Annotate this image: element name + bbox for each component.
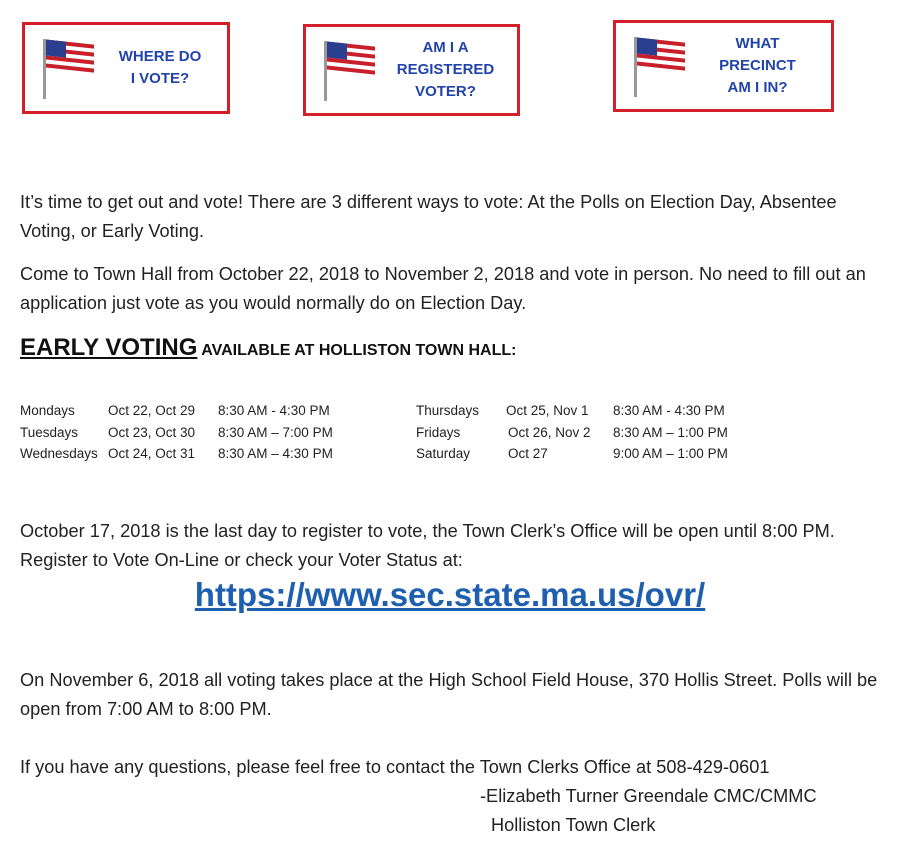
schedule-row — [416, 400, 796, 422]
schedule-day: Wednesdays — [20, 446, 98, 461]
early-voting-heading — [20, 334, 516, 362]
schedule-row — [20, 443, 400, 465]
badge-label: WHERE DO I VOTE? — [118, 48, 202, 87]
signature-name: -Elizabeth Turner Greendale CMC/CMMC — [480, 786, 817, 806]
am-i-registered-badge[interactable] — [303, 24, 520, 116]
early-voting-title: EARLY VOTING — [20, 334, 198, 361]
election-day-paragraph: On November 6, 2018 all voting takes place at the High School Field House, 370 Hollis Street. Polls will be open from 7:00 AM to 8:00 PM. — [20, 670, 878, 719]
schedule-day: Thursdays — [416, 403, 480, 418]
intro-paragraph: It’s time to get out and vote! There are 3 different ways to vote: At the Polls on Election Day, Absentee Voting, or Early Voting. — [20, 192, 837, 241]
town-hall-paragraph: Come to Town Hall from October 22, 2018 to November 2, 2018 and vote in person. No need to fill out an application just vote as you would normally do on Election Day. — [20, 264, 866, 313]
schedule-hours: 9:00 AM – 1:00 PM — [613, 446, 728, 461]
badge-label: WHAT PRECINCT AM I IN? — [719, 35, 796, 96]
early-voting-schedule-left — [20, 400, 400, 465]
where-do-i-vote-badge[interactable] — [22, 22, 230, 114]
schedule-dates: Oct 27 — [508, 446, 548, 461]
early-voting-subtitle: AVAILABLE AT HOLLISTON TOWN HALL: — [197, 342, 517, 359]
badge-label: AM I A REGISTERED VOTER? — [396, 39, 495, 100]
schedule-dates: Oct 25, Nov 1 — [506, 403, 589, 418]
schedule-day: Mondays — [20, 403, 75, 418]
contact-paragraph: If you have any questions, please feel free to contact the Town Clerks Office at 508-429-0601 — [20, 757, 770, 777]
us-flag-icon — [41, 37, 97, 101]
schedule-day: Fridays — [416, 424, 461, 440]
voter-registration-link[interactable]: https://www.sec.state.ma.us/ovr/ — [194, 576, 706, 613]
us-flag-icon — [632, 35, 688, 99]
schedule-day: Saturday — [416, 446, 471, 461]
schedule-dates: Oct 24, Oct 31 — [108, 446, 196, 461]
signature-title: Holliston Town Clerk — [491, 815, 656, 835]
schedule-dates: Oct 22, Oct 29 — [108, 403, 196, 418]
early-voting-schedule-right — [416, 400, 796, 465]
schedule-row — [20, 422, 400, 444]
schedule-row — [416, 422, 796, 444]
schedule-hours: 8:30 AM - 4:30 PM — [218, 403, 330, 418]
registration-paragraph: October 17, 2018 is the last day to register to vote, the Town Clerk’s Office will be open until 8:00 PM. Register to Vote On-Line or check your Voter Status at: — [20, 521, 835, 570]
schedule-day: Tuesdays — [20, 424, 79, 440]
schedule-hours: 8:30 AM – 4:30 PM — [218, 446, 333, 461]
schedule-row — [416, 443, 796, 465]
us-flag-icon — [322, 39, 378, 103]
schedule-hours: 8:30 AM – 1:00 PM — [613, 424, 728, 440]
schedule-hours: 8:30 AM - 4:30 PM — [613, 403, 725, 418]
schedule-hours: 8:30 AM – 7:00 PM — [218, 424, 333, 440]
schedule-row — [20, 400, 400, 422]
schedule-dates: Oct 23, Oct 30 — [108, 424, 196, 440]
what-precinct-badge[interactable] — [613, 20, 834, 112]
schedule-dates: Oct 26, Nov 2 — [508, 424, 591, 440]
